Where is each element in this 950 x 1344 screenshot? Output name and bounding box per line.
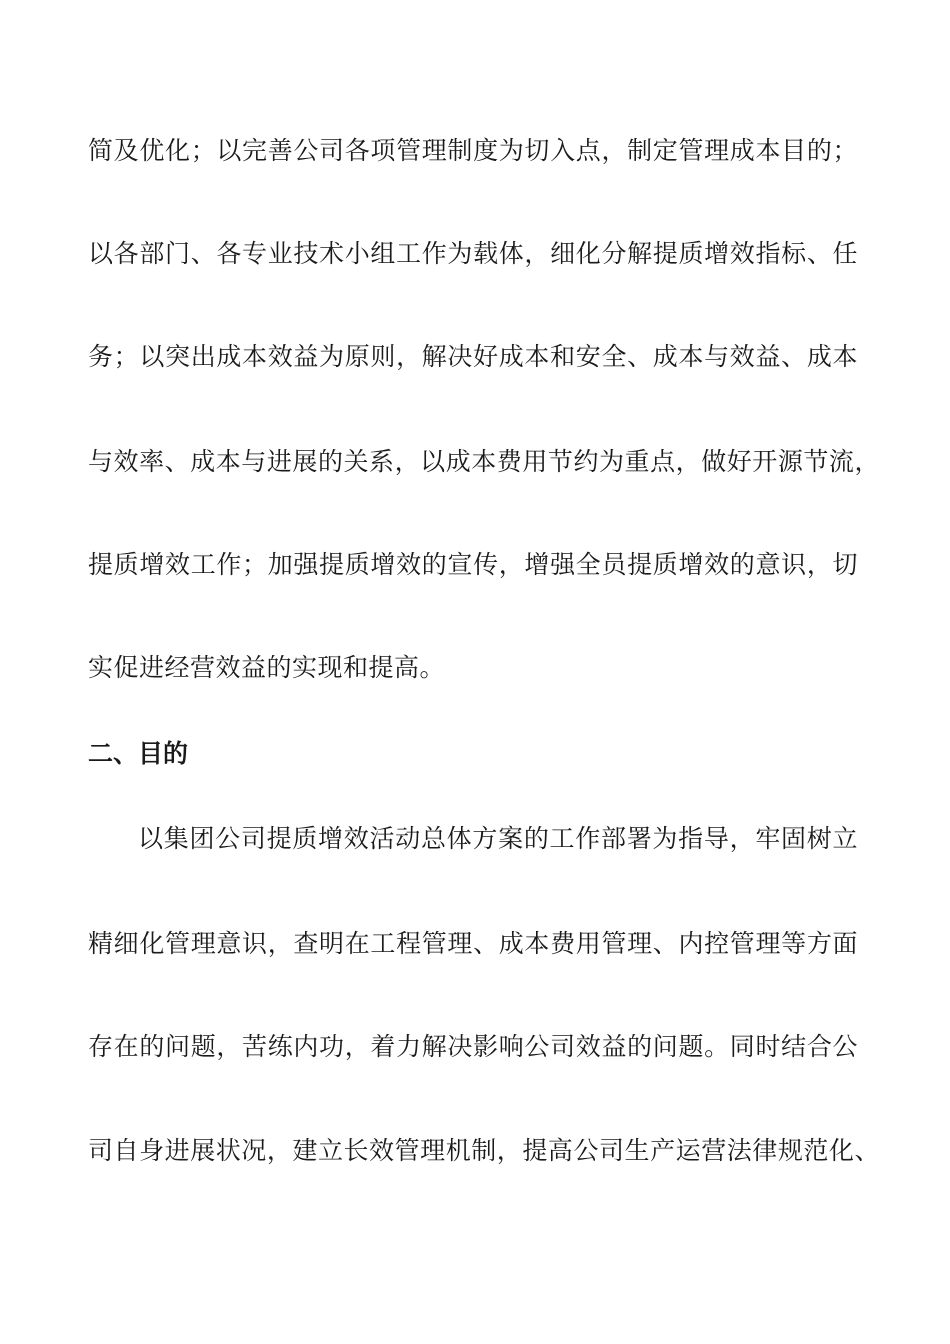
paragraph-line: 提质增效工作；加强提质增效的宣传，增强全员提质增效的意识，切 bbox=[88, 550, 858, 579]
paragraph-line: 务；以突出成本效益为原则，解决好成本和安全、成本与效益、成本 bbox=[88, 342, 858, 371]
paragraph-line: 精细化管理意识，查明在工程管理、成本费用管理、内控管理等方面 bbox=[88, 929, 858, 958]
section-heading: 二、目的 bbox=[88, 739, 189, 768]
paragraph-line: 简及优化；以完善公司各项管理制度为切入点，制定管理成本目的； bbox=[88, 136, 858, 165]
paragraph-line: 与效率、成本与进展的关系，以成本费用节约为重点，做好开源节流， bbox=[88, 447, 880, 476]
paragraph-line: 以各部门、各专业技术小组工作为载体，细化分解提质增效指标、任 bbox=[88, 239, 858, 268]
paragraph-line: 实促进经营效益的实现和提高。 bbox=[88, 653, 446, 682]
paragraph-line: 存在的问题，苦练内功，着力解决影响公司效益的问题。同时结合公 bbox=[88, 1032, 858, 1061]
paragraph-line: 以集团公司提质增效活动总体方案的工作部署为指导，牢固树立 bbox=[138, 824, 858, 853]
paragraph-line: 司自身进展状况，建立长效管理机制，提高公司生产运营法律规范化、 bbox=[88, 1136, 880, 1165]
